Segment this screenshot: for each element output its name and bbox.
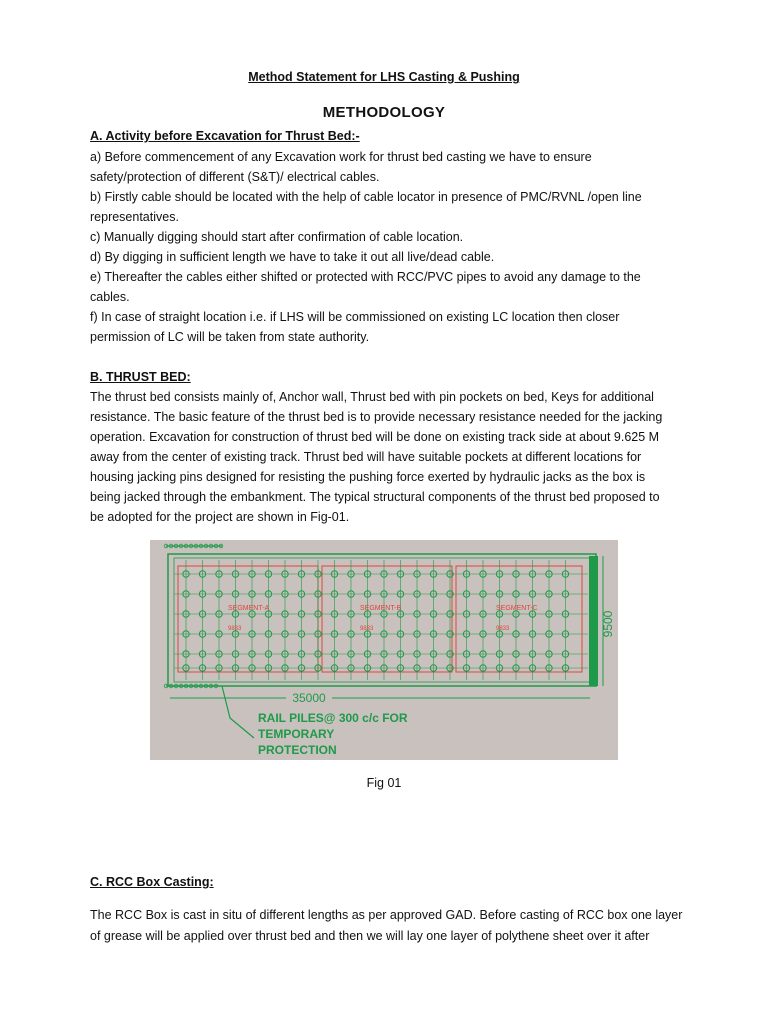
methodology-heading: METHODOLOGY (322, 104, 446, 121)
segment-a-dim: 9833 (228, 626, 242, 632)
section-c-line: The RCC Box is cast in situ of different lengths as per approved GAD. Before casting of RCC box one layer (90, 908, 683, 922)
section-b-line: be adopted for the project are shown in Fig-01. (90, 510, 350, 524)
section-b-line: The thrust bed consists mainly of, Anchor wall, Thrust bed with pin pockets on bed, Keys for additional (90, 390, 654, 404)
pile-pockets (183, 571, 569, 671)
anchor-wall-hatch-top (164, 544, 223, 548)
thrust-bed-drawing (150, 540, 618, 760)
section-b-line: resistance. The basic feature of the thrust bed is to provide necessary resistance needed for the jacking (90, 410, 663, 424)
segment-b-label: SEGMENT-B (360, 605, 402, 612)
section-a-line: c) Manually digging should start after confirmation of cable location. (90, 230, 464, 244)
note-line-2: TEMPORARY (258, 727, 335, 741)
section-a-line: a) Before commencement of any Excavation work for thrust bed casting we have to ensure (90, 150, 592, 164)
section-b-title: B. THRUST BED: (90, 370, 191, 384)
length-dimension-label: 35000 (292, 691, 326, 705)
section-c-line: of grease will be applied over thrust bed and then we will lay one layer of polythene sheet over it after (90, 929, 650, 943)
segment-b-dim: 9833 (360, 626, 374, 632)
section-a-line: cables. (90, 290, 130, 304)
section-a-title: A. Activity before Excavation for Thrust Bed:- (90, 129, 360, 143)
pile-grid-lines (174, 560, 588, 680)
section-a-line: representatives. (90, 210, 179, 224)
document-title: Method Statement for LHS Casting & Pushing (248, 70, 520, 84)
segment-c-dim: 9833 (496, 626, 510, 632)
segment-c-label: SEGMENT-C (496, 605, 538, 612)
section-a-line: d) By digging in sufficient length we have to take it out all live/dead cable. (90, 250, 495, 264)
thrust-bed-svg (150, 540, 618, 760)
note-line-3: PROTECTION (258, 743, 337, 757)
note-leader-line (222, 686, 254, 738)
section-a-line: f) In case of straight location i.e. if LHS will be commissioned on existing LC location then closer (90, 310, 620, 324)
section-b-line: housing jacking pins designed for resisting the pushing force exerted by hydraulic jacks as the box is (90, 470, 646, 484)
end-key-bar (589, 556, 598, 686)
note-line-1: RAIL PILES@ 300 c/c FOR (258, 711, 408, 725)
section-a-line: permission of LC will be taken from state authority. (90, 330, 370, 344)
section-a-line: b) Firstly cable should be located with the help of cable locator in presence of PMC/RVNL /open line (90, 190, 642, 204)
segment-a-label: SEGMENT-A (228, 605, 270, 612)
width-dimension-label: 9500 (601, 610, 615, 638)
section-a-line: safety/protection of different (S&T)/ electrical cables. (90, 170, 380, 184)
section-b-line: operation. Excavation for construction of thrust bed will be done on existing track side at about 9.625 M (90, 430, 660, 444)
section-a-line: e) Thereafter the cables either shifted or protected with RCC/PVC pipes to avoid any damage to the (90, 270, 641, 284)
figure-caption: Fig 01 (366, 776, 402, 790)
section-c-title: C. RCC Box Casting: (90, 875, 214, 889)
section-b-line: being jacked through the embankment. The typical structural components of the thrust bed proposed to (90, 490, 660, 504)
section-b-line: away from the center of existing track. Thrust bed will have suitable pockets at different locations for (90, 450, 642, 464)
segment-a-outline (178, 566, 318, 672)
